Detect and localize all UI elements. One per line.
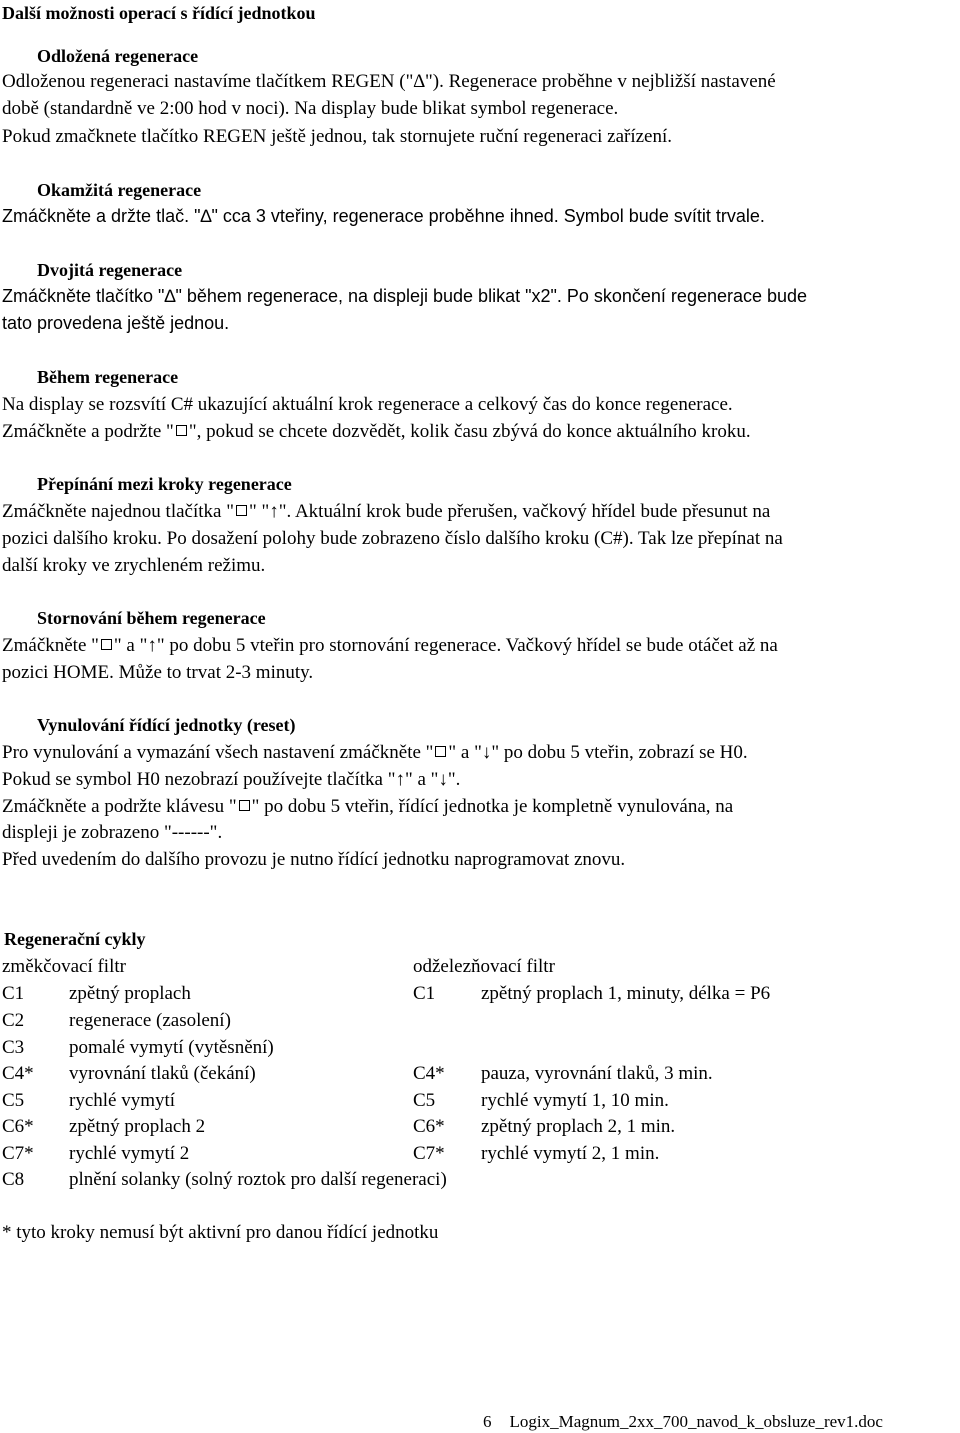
s2-line-1: Zmáčkněte a držte tlač. "∆" cca 3 vteřiny, regenerace proběhne ihned. Symbol bude svítit trvale. [2,206,765,226]
heading-cancel-regeneration: Stornování během regenerace [37,608,266,628]
list-item-text: pomalé vymytí (vytěsnění) [69,1037,274,1058]
list-item: C7* [2,1143,34,1164]
delta-icon: ∆ [164,286,176,306]
heading-instant-regeneration: Okamžitá regenerace [37,180,202,200]
list-item: C5 [413,1090,436,1111]
list-item: C8 [2,1169,25,1190]
heading-delayed-regeneration: Odložená regenerace [37,46,199,66]
s3-line-2: tato provedena ještě jednou. [2,313,230,333]
s1-line-2: době (standardně ve 2:00 hod v noci). Na display bude blikat symbol regenerace. [2,98,619,119]
list-item: C4* [413,1063,445,1084]
s5-line-1: Zmáčkněte najednou tlačítka " " "↑". Aktuální krok bude přerušen, vačkový hřídel bude přesunut na [2,501,771,522]
s7-line-3: Zmáčkněte a podržte klávesu " " po dobu 5 vteřin, řídící jednotka je kompletně vynulována, na [2,796,734,817]
softener-column-heading: změkčovací filtr [2,956,126,977]
list-item: C1 [2,983,25,1004]
file-name: Logix_Magnum_2xx_700_navod_k_obsluze_rev1.doc [509,1412,883,1431]
square-button-icon [435,746,446,757]
s5-line-2: pozici dalšího kroku. Po dosažení polohy bude zobrazeno číslo dalšího kroku (C#). Tak lze přepínat na [2,528,783,549]
arrow-up-icon: ↑ [147,635,157,656]
list-item-text: zpětný proplach 1, minuty, délka = P6 [481,983,771,1004]
footnote: * tyto kroky nemusí být aktivní pro danou řídící jednotku [2,1222,439,1243]
arrow-down-icon: ↓ [481,742,492,763]
heading-double-regeneration: Dvojitá regenerace [37,260,183,280]
section-title: Další možnosti operací s řídící jednotkou [2,3,316,23]
s1-line-1: Odloženou regeneraci nastavíme tlačítkem REGEN ("∆"). Regenerace proběhne v nejbližší nastavené [2,71,776,92]
s7-line-2: Pokud se symbol H0 nezobrazí používejte tlačítka "↑" a "↓". [2,769,461,790]
page-footer [483,1412,883,1432]
s1-line-3: Pokud zmačknete tlačítko REGEN ještě jednou, tak stornujete ruční regeneraci zařízení. [2,126,673,147]
list-item-text: zpětný proplach 2, 1 min. [481,1116,676,1137]
list-item: C3 [2,1037,25,1058]
heading-step-switching: Přepínání mezi kroky regenerace [37,474,292,494]
list-item: C6* [2,1116,34,1137]
iron-filter-column-heading: odželezňovací filtr [413,956,555,977]
delta-icon: ∆ [413,71,425,92]
s6-line-2: pozici HOME. Může to trvat 2-3 minuty. [2,662,314,683]
page-number: 6 [483,1412,492,1431]
list-item-text: zpětný proplach 2 [69,1116,206,1137]
list-item-text: regenerace (zasolení) [69,1010,231,1031]
list-item-text: plnění solanky (solný roztok pro další regeneraci) [69,1169,447,1190]
square-button-icon [236,505,247,516]
list-item: C6* [413,1116,445,1137]
list-item-text: vyrovnání tlaků (čekání) [69,1063,256,1084]
list-item: C2 [2,1010,25,1031]
list-item-text: rychlé vymytí 2 [69,1143,190,1164]
list-item-text: pauza, vyrovnání tlaků, 3 min. [481,1063,713,1084]
s7-line-5: Před uvedením do dalšího provozu je nutno řídící jednotku naprogramovat znovu. [2,849,626,870]
heading-reset: Vynulování řídící jednotky (reset) [37,715,296,735]
s5-line-3: další kroky ve zrychleném režimu. [2,555,266,576]
s7-line-4: displeji je zobrazeno "------". [2,822,223,843]
list-item: C4* [2,1063,34,1084]
list-item: C5 [2,1090,25,1111]
list-item: C7* [413,1143,445,1164]
s4-line-1: Na display se rozsvítí C# ukazující aktuální krok regenerace a celkový čas do konce regenerace. [2,394,733,415]
square-button-icon [101,639,112,650]
arrow-up-icon: ↑ [269,501,279,522]
list-item: C1 [413,983,436,1004]
heading-during-regeneration: Během regenerace [37,367,179,387]
delta-icon: ∆ [200,206,212,226]
arrow-up-icon: ↑ [395,769,405,790]
list-item-text: rychlé vymytí 2, 1 min. [481,1143,660,1164]
heading-regeneration-cycles: Regenerační cykly [4,929,146,949]
square-button-icon [239,800,250,811]
list-item-text: rychlé vymytí 1, 10 min. [481,1090,669,1111]
s7-line-1: Pro vynulování a vymazání všech nastavení zmáčkněte " " a "↓" po dobu 5 vteřin, zobrazí se H0. [2,742,748,763]
square-button-icon [176,425,187,436]
list-item-text: rychlé vymytí [69,1090,176,1111]
list-item-text: zpětný proplach [69,983,191,1004]
s6-line-1: Zmáčkněte " " a "↑" po dobu 5 vteřin pro stornování regenerace. Vačkový hřídel se bude otáčet až na [2,635,778,656]
s3-line-1: Zmáčkněte tlačítko "∆" během regenerace, na displeji bude blikat "x2". Po skončení regenerace bude [2,286,808,306]
arrow-down-icon: ↓ [438,769,448,790]
s4-line-2: Zmáčkněte a podržte " ", pokud se chcete dozvědět, kolik času zbývá do konce aktuálního kroku. [2,421,751,442]
